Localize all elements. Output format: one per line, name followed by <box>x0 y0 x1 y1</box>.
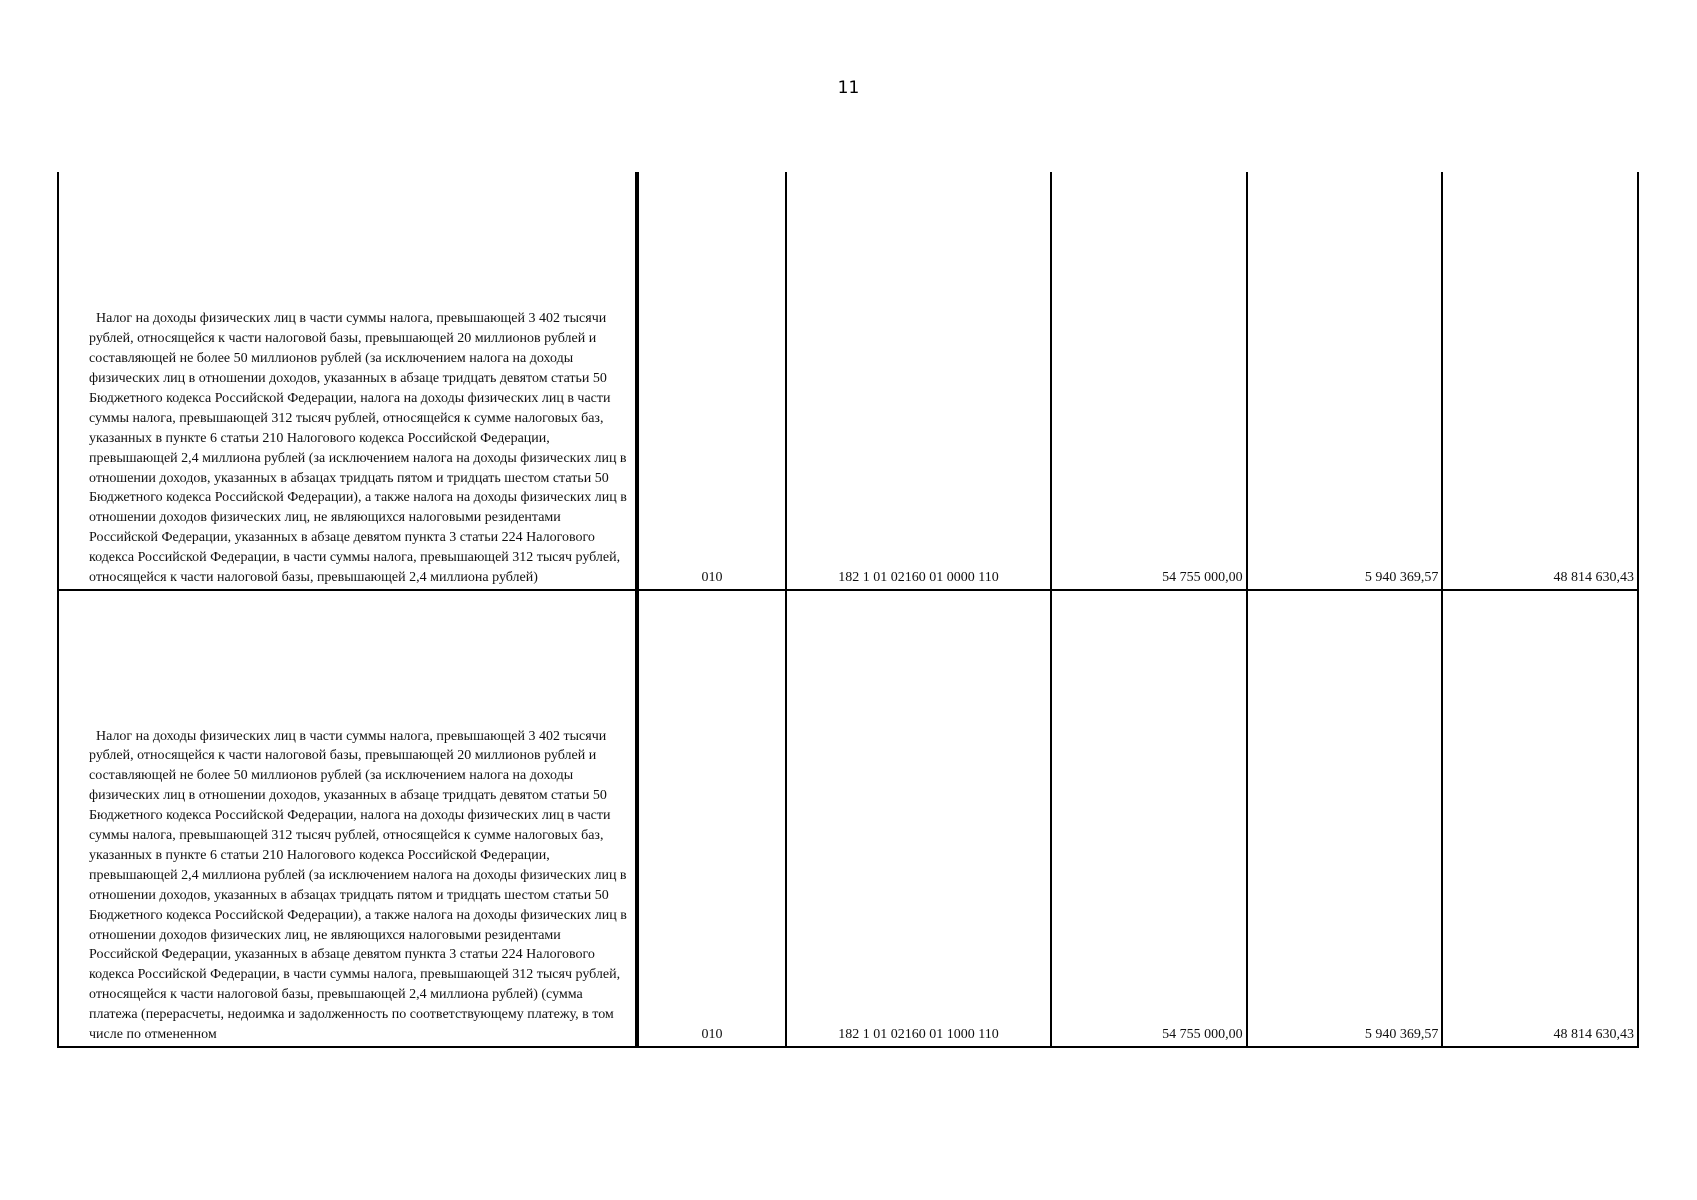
unexecuted-amount-cell: 48 814 630,43 <box>1442 172 1638 590</box>
unexecuted-amount-cell: 48 814 630,43 <box>1442 590 1638 1047</box>
page-number: 11 <box>837 78 860 98</box>
executed-amount-cell: 5 940 369,57 <box>1247 590 1443 1047</box>
approved-amount-cell: 54 755 000,00 <box>1051 590 1247 1047</box>
line-code-cell: 010 <box>637 172 786 590</box>
table-row <box>58 172 1638 590</box>
executed-amount-cell: 5 940 369,57 <box>1247 172 1443 590</box>
approved-amount-cell: 54 755 000,00 <box>1051 172 1247 590</box>
table-row <box>58 590 1638 1047</box>
budget-classification-code-cell: 182 1 01 02160 01 0000 110 <box>786 172 1051 590</box>
income-table <box>57 172 1639 1048</box>
income-name-cell <box>58 172 637 590</box>
income-name: Налог на доходы физических лиц в части суммы налога, превышающей 3 402 тысячи рублей, относящейся к части налоговой базы, превышающей 20 миллионов рублей и составляющей не более 50 миллионов рублей (за исключением налога на доходы физических лиц в отношении доходов, указанных в абзаце тридцать девятом статьи 50 Бюджетного кодекса Российской Федерации, налога на доходы физических лиц в части суммы налога, превышающей 312 тысяч рублей, относящейся к сумме налоговых баз, указанных в пункте 6 статьи 210 Налогового кодекса Российской Федерации, превышающей 2,4 миллиона рублей (за исключением налога на доходы физических лиц в отношении доходов, указанных в абзацах тридцать пятом и тридцать шестом статьи 50 Бюджетного кодекса Российской Федерации), а также налога на доходы физических лиц в отношении доходов физических лиц, не являющихся налоговыми резидентами Российской Федерации, указанных в абзаце девятом пункта 3 статьи 224 Налогового кодекса Российской Федерации, в части суммы налога, превышающей 312 тысяч рублей, относящейся к части налоговой базы, превышающей 2,4 миллиона рублей) <box>89 311 627 586</box>
line-code-cell: 010 <box>637 590 786 1047</box>
income-name: Налог на доходы физических лиц в части суммы налога, превышающей 3 402 тысячи рублей, относящейся к части налоговой базы, превышающей 20 миллионов рублей и составляющей не более 50 миллионов рублей (за исключением налога на доходы физических лиц в отношении доходов, указанных в абзаце тридцать девятом статьи 50 Бюджетного кодекса Российской Федерации, налога на доходы физических лиц в части суммы налога, превышающей 312 тысяч рублей, относящейся к сумме налоговых баз, указанных в пункте 6 статьи 210 Налогового кодекса Российской Федерации, превышающей 2,4 миллиона рублей (за исключением налога на доходы физических лиц в отношении доходов, указанных в абзацах тридцать пятом и тридцать шестом статьи 50 Бюджетного кодекса Российской Федерации), а также налога на доходы физических лиц в отношении доходов физических лиц, не являющихся налоговыми резидентами Российской Федерации, указанных в абзаце девятом пункта 3 статьи 224 Налогового кодекса Российской Федерации, в части суммы налога, превышающей 312 тысяч рублей, относящейся к части налоговой базы, превышающей 2,4 миллиона рублей) (сумма платежа (перерасчеты, недоимка и задолженность по соответствующему платежу, в том числе по отмененном <box>89 728 627 1043</box>
income-name-cell <box>58 590 637 1047</box>
budget-classification-code-cell: 182 1 01 02160 01 1000 110 <box>786 590 1051 1047</box>
